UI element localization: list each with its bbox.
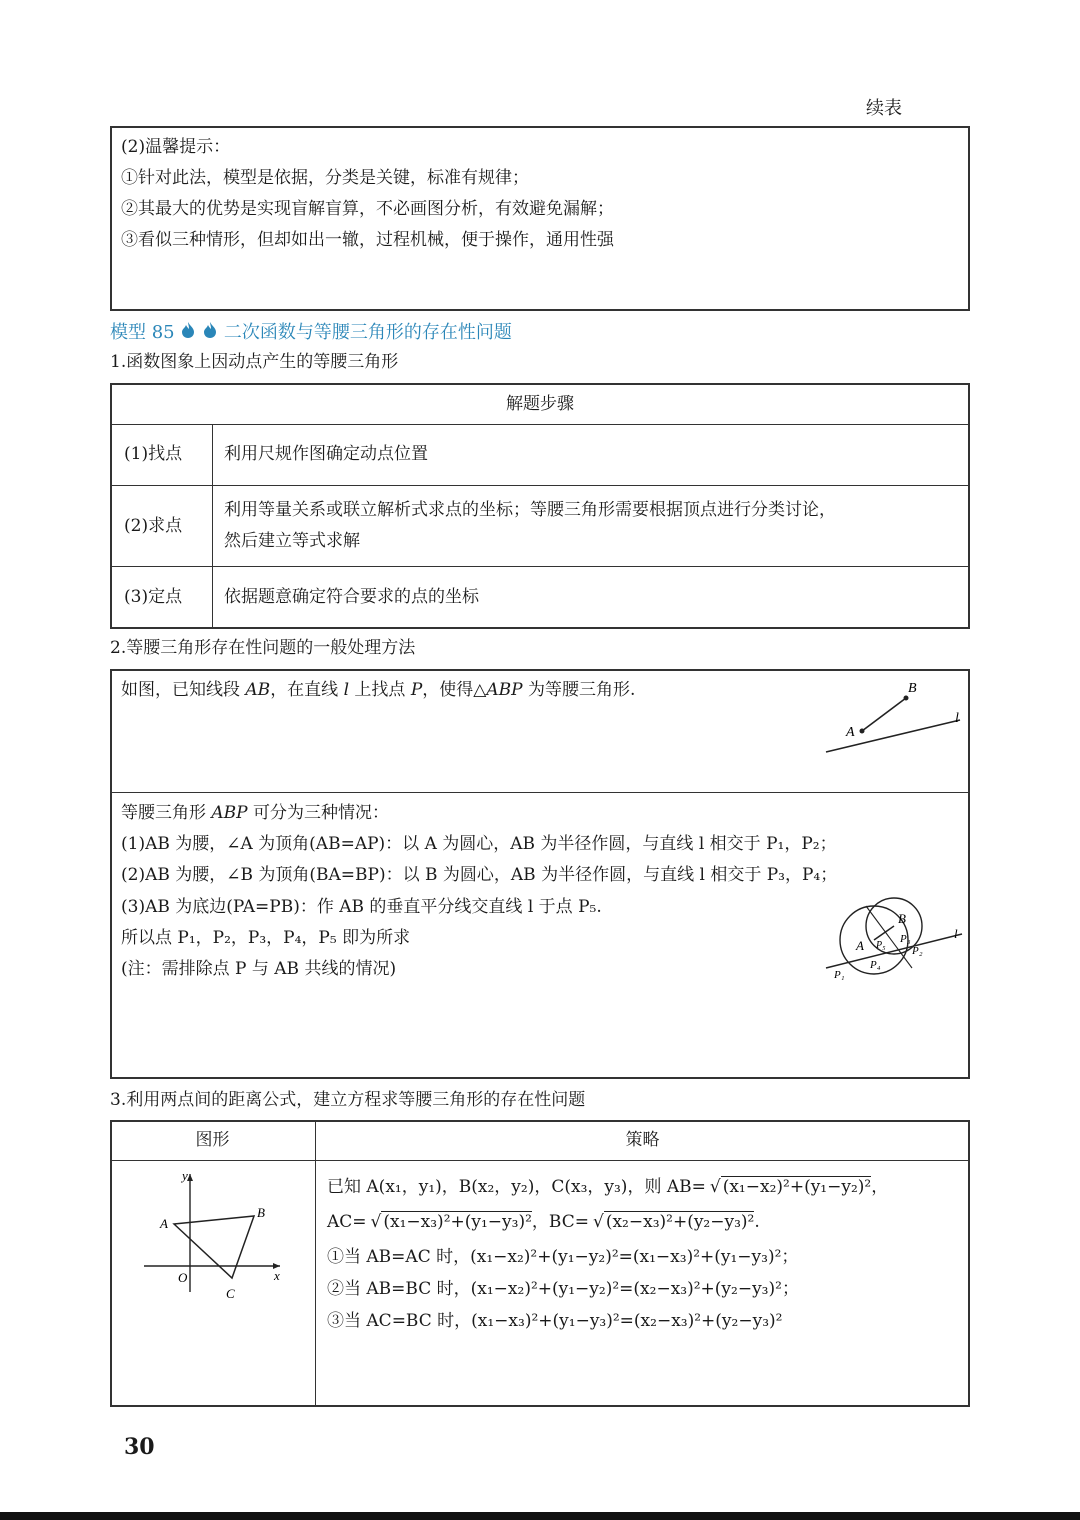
fig3-label-C: C	[226, 1286, 235, 1301]
case-1: (1)AB 为腰，∠A 为顶角(AB=AP)：以 A 为圆心，AB 为半径作圆，与直线 l 相交于 P₁，P₂；	[121, 834, 837, 854]
tip-item-2: ②其最大的优势是实现盲解盲算，不必画图分析，有效避免漏解；	[121, 199, 614, 219]
case-3: (3)AB 为底边(PA=PB)：作 AB 的垂直平分线交直线 l 于点 P₅.	[121, 897, 602, 917]
model-heading	[110, 321, 512, 345]
fig3-label-y: y	[182, 1168, 188, 1183]
segment-line-figure	[820, 676, 970, 761]
fig2-label-l: l	[954, 926, 958, 941]
coordinate-triangle-figure	[140, 1166, 290, 1306]
strategy-case-2: ②当 AB=BC 时，(x₁−x₂)²+(y₁−y₂)²=(x₂−x₃)²+(y₂−y₃)²；	[327, 1279, 799, 1299]
tip-item-1: ①针对此法，模型是依据，分类是关键，标准有规律；	[121, 168, 529, 188]
case-2: (2)AB 为腰，∠B 为顶角(BA=BP)：以 B 为圆心，AB 为半径作圆，与直线 l 相交于 P₃，P₄；	[121, 865, 838, 885]
fig1-label-l: l	[955, 711, 959, 726]
section3-title: 3.利用两点间的距离公式，建立方程求等腰三角形的存在性问题	[110, 1090, 586, 1110]
fig1-label-B: B	[908, 681, 917, 696]
fig3-label-B: B	[257, 1205, 265, 1220]
flame-icon	[180, 321, 196, 345]
fig2-label-A: A	[856, 938, 864, 953]
step-2-label: (2)求点	[124, 516, 183, 536]
fig3-label-x: x	[274, 1268, 280, 1283]
model-label: 模型 85	[110, 322, 175, 343]
steps-table-header: 解题步骤	[506, 394, 574, 414]
col-figure-header: 图形	[195, 1130, 230, 1150]
fig2-label-P4: P₄	[870, 959, 881, 971]
flame-icon	[202, 321, 218, 345]
fig3-label-O: O	[178, 1270, 188, 1285]
section2-title: 2.等腰三角形存在性问题的一般处理方法	[110, 638, 416, 658]
fig2-label-B: B	[898, 911, 906, 926]
strategy-case-3: ③当 AC=BC 时，(x₁−x₃)²+(y₁−y₃)²=(x₂−x₃)²+(y₂−y₃)²	[327, 1311, 783, 1331]
section1-title: 1.函数图象上因动点产生的等腰三角形	[110, 352, 399, 372]
fig2-label-P3: P₃	[900, 933, 911, 945]
conclusion: 所以点 P₁，P₂，P₃，P₄，P₅ 即为所求	[121, 928, 411, 948]
fig2-label-P5: P₅	[876, 940, 886, 951]
step-2-text: 利用等量关系或联立解析式求点的坐标；等腰三角形需要根据顶点进行分类讨论，	[224, 500, 836, 520]
strategy-line-1: 已知 A(x₁，y₁)，B(x₂，y₂)，C(x₃，y₃)，则 AB= √ (x₁−x₂)²+(y₁−y₂)²，	[327, 1177, 889, 1197]
fig2-label-P1: P₁	[834, 969, 845, 981]
strategy-case-1: ①当 AB=AC 时，(x₁−x₂)²+(y₁−y₂)²=(x₁−x₃)²+(y₁−y₃)²；	[327, 1247, 799, 1267]
step-1-text: 利用尺规作图确定动点位置	[224, 444, 428, 464]
step-2-text-cont: 然后建立等式求解	[224, 531, 360, 551]
strategy-line-2: AC= √ (x₁−x₃)²+(y₁−y₃)²，BC= √ (x₂−x₃)²+(y₂−y₃)².	[327, 1212, 760, 1232]
fig1-label-A: A	[846, 725, 855, 740]
step-1-label: (1)找点	[124, 444, 183, 464]
continued-label: 续表	[866, 98, 902, 119]
method-intro: 如图，已知线段 AB，在直线 l 上找点 P，使得△ABP 为等腰三角形.	[121, 680, 636, 700]
note: (注：需排除点 P 与 AB 共线的情况)	[121, 959, 397, 979]
model-title: 二次函数与等腰三角形的存在性问题	[223, 322, 512, 343]
step-3-text: 依据题意确定符合要求的点的坐标	[224, 587, 479, 607]
page-number: 30	[124, 1434, 155, 1460]
fig2-label-P2: P₂	[912, 945, 923, 957]
tips-title: (2)温馨提示：	[121, 137, 231, 157]
circles-construction-figure	[820, 888, 968, 988]
fig3-label-A: A	[160, 1216, 168, 1231]
col-strategy-header: 策略	[625, 1130, 660, 1150]
tip-item-3: ③看似三种情形，但却如出一辙，过程机械，便于操作，通用性强	[121, 230, 614, 250]
step-3-label: (3)定点	[124, 587, 183, 607]
cases-intro: 等腰三角形 ABP 可分为三种情况：	[121, 803, 390, 823]
bottom-rule	[0, 1512, 1080, 1520]
